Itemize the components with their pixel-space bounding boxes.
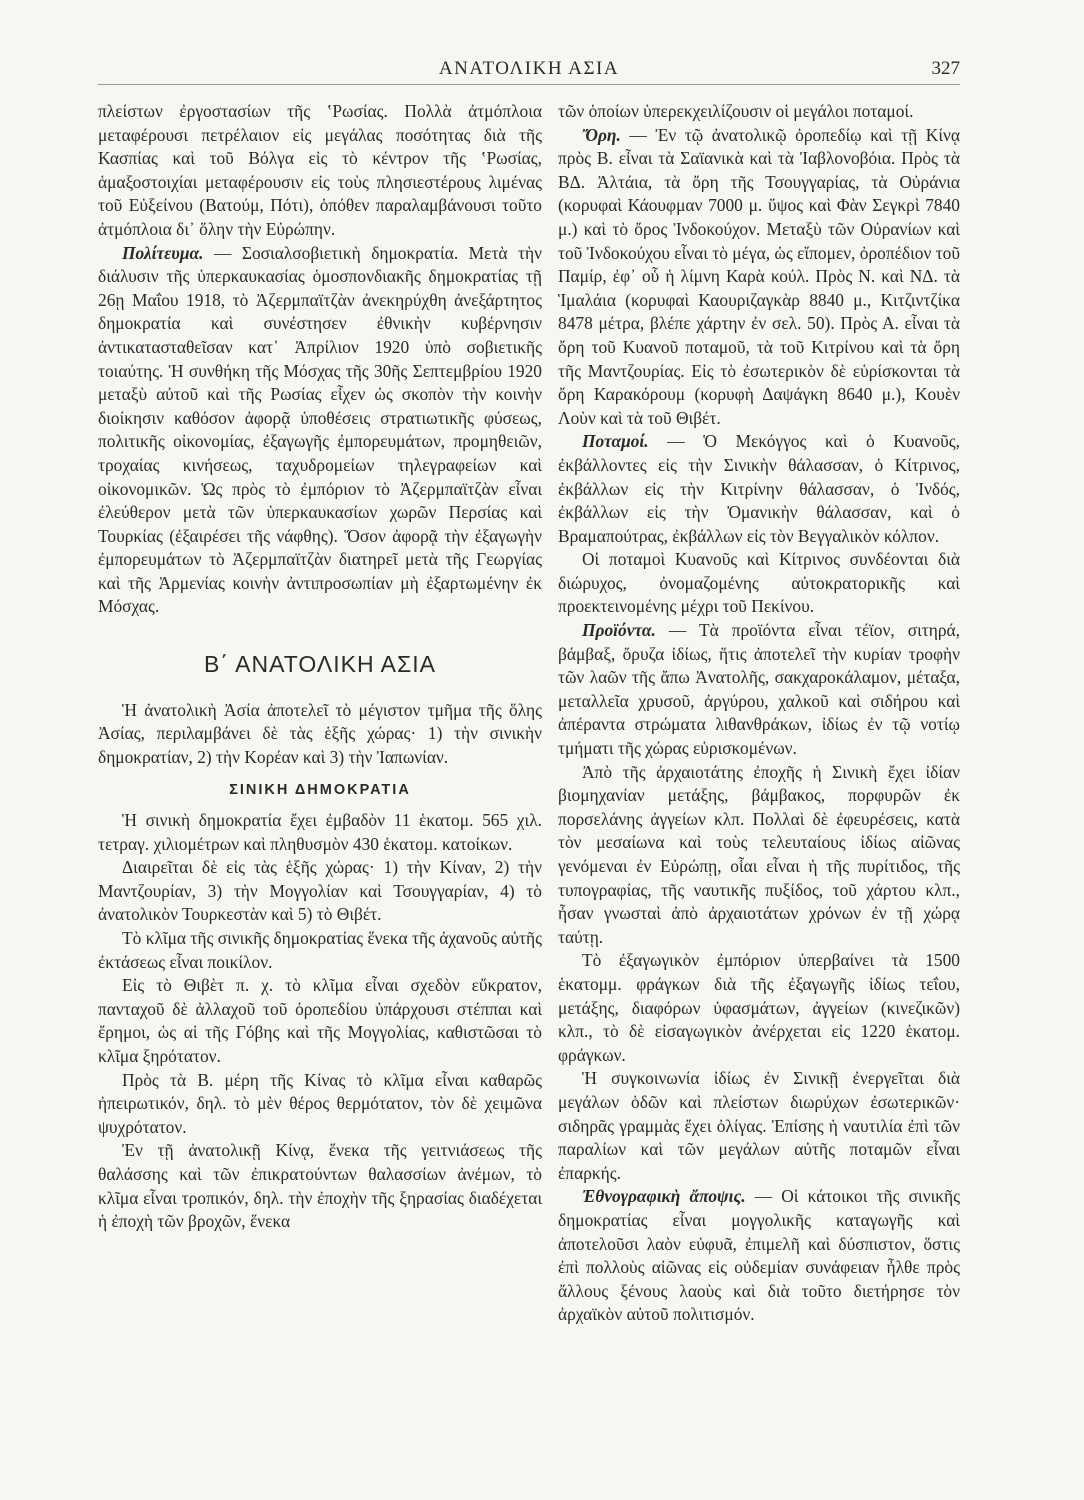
paragraph-potamoi bbox=[558, 430, 960, 548]
paragraph: Ἡ ἀνατολικὴ Ἀσία ἀποτελεῖ τὸ μέγιστον τμῆμα τῆς ὅλης Ἀσίας, περιλαμβάνει δὲ τὰς ἑξῆς χώρας· 1) τὴν σινικὴν δημοκρατίαν, 2) τὴν Κορέαν καὶ 3) τὴν Ἰαπωνίαν. bbox=[98, 699, 542, 767]
paragraph-keyword: Προϊόντα. bbox=[582, 620, 656, 641]
paragraph: Τὸ ἐξαγωγικὸν ἐμπόριον ὑπερβαίνει τὰ 1500 ἑκατομμ. φράγκων διὰ τῆς ἐξαγωγῆς ἰδίως τεΐου, μετάξης, διαφόρων ὑφασμάτων, ἀγγείων (κινεζικῶν) κλπ., τὸ δὲ εἰσαγωγικὸν ἀνέρχεται εἰς 1220 ἑκατομ. φράγκων. bbox=[558, 950, 960, 1065]
left-column bbox=[98, 100, 542, 1234]
paragraph-text: — Σοσιαλσοβιετικὴ δημοκρατία. Μετὰ τὴν διάλυσιν τῆς ὑπερκαυκασίας ὁμοσπονδιακῆς δημοκρατίας τῇ 26ῃ Μαΐου 1918, τὸ Ἀζερμπαϊτζὰν ἀνεκηρύχθη ἀνεξάρτητος δημοκρατία καὶ συνέστησεν ἐθνικὴν κυβέρνησιν ἀντικατασταθεῖσαν κατ᾽ Ἀπρίλιον 1920 ὑπὸ σοβιετικῆς τοιαύτης. Ἡ συνθήκη τῆς Μόσχας τῆς 30ῆς Σεπτεμβρίου 1920 μεταξὺ αὐτοῦ καὶ τῆς Ρωσίας εἶχεν ὡς σκοπὸν τὴν κοινὴν διοίκησιν καθόσον ἀφορᾷ ὑποθέσεις στρατιωτικῆς φύσεως, πολιτικῆς οἰκονομίας, ἐξαγωγῆς ἐμπορευμάτων, προμηθειῶν, τροχαίας κινήσεως, ταχυδρομείων τηλεγραφείων καὶ οἰκονομικῶν. Ὡς πρὸς τὸ ἐμπόριον τὸ Ἀζερμπαϊτζὰν εἶναι ἐλεύθερον μετὰ τῶν ὑπερκαυκασίων χωρῶν Περσίας καὶ Τουρκίας (ἐξαιρέσει τῆς νάφθης). Ὅσον ἀφορᾷ τὴν ἐξαγωγὴν ἐμπορευμάτων τὸ Ἀζερμπαϊτζὰν διατηρεῖ μετὰ τῆς Γεωργίας καὶ τῆς Ἀρμενίας κοινὴν ἀντιπροσωπίαν μὴ ἐξαρτωμένην ἐκ Μόσχας. bbox=[98, 242, 542, 617]
paragraph-proionta bbox=[558, 619, 960, 761]
paragraph: τῶν ὁποίων ὑπερεκχειλίζουσιν οἱ μεγάλοι ποταμοί. bbox=[558, 101, 914, 121]
paragraph-text: — Οἱ κάτοικοι τῆς σινικῆς δημοκρατίας εἶναι μογγολικῆς καταγωγῆς καὶ ἀποτελοῦσι λαὸν εὐφυᾶ, ἐπιμελῆ καὶ δύσπιστον, ὅστις ἐπὶ πολλοὺς αἰῶνας εἰς οὐδεμίαν συνάφειαν ἦλθε πρὸς ἄλλους ξένους λαοὺς καὶ διὰ τοῦτο διετήρησε τὸν ἀρχαϊκὸν αὐτοῦ πολιτισμόν. bbox=[558, 1186, 960, 1325]
paragraph-ethnografiki bbox=[558, 1185, 960, 1327]
paragraph: Οἱ ποταμοὶ Κυανοῦς καὶ Κίτρινος συνδέονται διὰ διώρυχος, ὀνομαζομένης αὐτοκρατορικῆς καὶ προεκτεινομένης μέχρι τοῦ Πεκίνου. bbox=[558, 549, 960, 617]
paragraph-keyword: Ποταμοί. bbox=[582, 431, 649, 452]
paragraph: Εἰς τὸ Θιβὲτ π. χ. τὸ κλῖμα εἶναι σχεδὸν εὔκρατον, πανταχοῦ δὲ ἀλλαχοῦ τοῦ ὀροπεδίου ὑπάρχουσι στέππαι καὶ ἔρημοι, ὡς αἱ τῆς Γόβης καὶ τῆς Μογγολίας, καθιστῶσαι τὸ κλῖμα ξηρότατον. bbox=[98, 975, 542, 1066]
right-column bbox=[558, 100, 960, 1327]
paragraph-text: — Ὁ Μεκόγγος καὶ ὁ Κυανοῦς, ἐκβάλλοντες εἰς τὴν Σινικὴν θάλασσαν, ὁ Κίτρινος, ἐκβάλλων εἰς τὴν Κιτρίνην θάλασσαν, ὁ Ἰνδός, ἐκβάλλων εἰς τὴν Ὀμανικὴν θάλασσαν, καὶ ὁ Βραμαπούτρας, ἐκβάλλων εἰς τὸν Βεγγαλικὸν κόλπον. bbox=[558, 431, 960, 546]
paragraph-text: — Τὰ προϊόντα εἶναι τέϊον, σιτηρά, βάμβαξ, ὄρυζα ἰδίως, ἥτις ἀποτελεῖ τὴν κυρίαν τροφὴν τῶν λαῶν τῆς ἄπω Ἀνατολῆς, σακχαροκάλαμον, μέταξα, μεταλλεῖα χρυσοῦ, ἀργύρου, χαλκοῦ καὶ σιδήρου καὶ ἀπέραντα στρώματα λιθανθράκων, ἰδίως ἐν τῷ νοτίῳ τμήματι τῆς χώρας εὑρισκομένων. bbox=[558, 620, 960, 759]
paragraph-keyword: Πολίτευμα. bbox=[122, 242, 204, 263]
page-header bbox=[98, 58, 960, 85]
running-title: ΑΝΑΤΟΛΙΚΗ ΑΣΙΑ bbox=[438, 58, 620, 79]
paragraph: Πρὸς τὰ Β. μέρη τῆς Κίνας τὸ κλῖμα εἶναι καθαρῶς ἠπειρωτικόν, δηλ. τὸ μὲν θέρος θερμότατον, τὸν δὲ χειμῶνα ψυχρότατον. bbox=[98, 1069, 542, 1137]
paragraph-text: — Ἐν τῷ ἀνατολικῷ ὀροπεδίῳ καὶ τῇ Κίνᾳ πρὸς Β. εἶναι τὰ Σαϊανικὰ καὶ τὰ Ἰαβλονοβόια. Πρὸς τὰ ΒΔ. Ἀλτάια, τὰ ὄρη τῆς Τσουγγαρίας, τὰ Οὐράνια (κορυφαὶ Κάουφμαν 7000 μ. ὕψος καὶ Φὰν Σεγκρὶ 7840 μ.) καὶ τὸ ὄρος Ἰνδοκούχον. Μεταξὺ τῶν Οὐρανίων καὶ τοῦ Ἰνδοκούχου εἶναι τὸ μέγα, ὡς εἴπομεν, ὀροπέδιον τοῦ Παμίρ, ἐφ᾽ οὗ ἡ λίμνη Καρὰ κούλ. Πρὸς Ν. καὶ ΝΔ. τὰ Ἱμαλάια (κορυφαὶ Καουριζαγκὰρ 8840 μ., Κιτζιντζίκα 8478 μέτρα, βλέπε χάρτην ἐν σελ. 50). Πρὸς Α. εἶναι τὰ ὄρη τοῦ Κυανοῦ ποταμοῦ, τὰ τοῦ Κιτρίνου καὶ τὰ ὄρη τῆς Μαντζουρίας. Εἰς τὸ ἐσωτερικὸν δὲ εὑρίσκονται τὰ ὄρη Καρακόρουμ (κορυφὴ Δαψάγκη 8640 μ.), Κουὲν Λοὺν καὶ τὰ τοῦ Θιβέτ. bbox=[558, 124, 960, 428]
paragraph: Ἡ σινικὴ δημοκρατία ἔχει ἐμβαδὸν 11 ἑκατομ. 565 χιλ. τετραγ. χιλιομέτρων καὶ πληθυσμὸν 430 ἑκατομ. κατοίκων. bbox=[98, 810, 542, 854]
paragraph: πλείστων ἐργοστασίων τῆς ʽΡωσίας. Πολλὰ ἀτμόπλοια μεταφέρουσι πετρέλαιον εἰς μεγάλας ποσότητας διὰ τῆς Κασπίας καὶ τοῦ Βόλγα εἰς τὸ κέντρον τῆς ʽΡωσίας, ἁμαξοστοιχίαι μεταφέρουσιν εἰς τοὺς πλησιεστέρους λιμένας τοῦ Εὐξείνου (Βατούμ, Πότι), ὁπόθεν παραλαμβάνουσι τοῦτο ἀτμόπλοια δι᾽ ὅλην τὴν Εὐρώπην. bbox=[98, 101, 542, 239]
section-title: Β΄ ΑΝΑΤΟΛΙΚΗ ΑΣΙΑ bbox=[204, 651, 436, 678]
paragraph-keyword: Ἐθνογραφικὴ ἄποψις. bbox=[582, 1186, 746, 1207]
paragraph: Ἡ συγκοινωνία ἰδίως ἐν Σινικῇ ἐνεργεῖται διὰ μεγάλων ὁδῶν καὶ πλείστων διωρύχων ἐσωτερικῶν· σιδηρᾶς γραμμὰς ἔχει ὀλίγας. Ἐπίσης ἡ ναυτιλία ἐπὶ τῶν παραλίων καὶ τῶν μεγάλων αὐτῆς ποταμῶν εἶναι ἐπαρκής. bbox=[558, 1068, 960, 1183]
paragraph-ore bbox=[558, 124, 960, 431]
paragraph: Τὸ κλῖμα τῆς σινικῆς δημοκρατίας ἕνεκα τῆς ἀχανοῦς αὐτῆς ἐκτάσεως εἶναι ποικίλον. bbox=[98, 928, 542, 972]
paragraph-keyword: Ὄρη. bbox=[582, 124, 621, 145]
paragraph: Ἐν τῇ ἀνατολικῇ Κίνᾳ, ἕνεκα τῆς γειτνιάσεως τῆς θαλάσσης καὶ τῶν ἐπικρατούντων θαλασσίων ἀνέμων, τὸ κλῖμα εἶναι τροπικόν, δηλ. τὴν ἐποχὴν τῆς ξηρασίας διαδέχεται ἡ ἐποχὴ τῶν βροχῶν, ἕνεκα bbox=[98, 1140, 542, 1232]
paragraph-politeuma bbox=[98, 242, 542, 620]
page-number: 327 bbox=[931, 58, 960, 79]
subsection-title: ΣΙΝΙΚΗ ΔΗΜΟΚΡΑΤΙΑ bbox=[229, 782, 411, 799]
paragraph: Διαιρεῖται δὲ εἰς τὰς ἑξῆς χώρας· 1) τὴν Κίναν, 2) τὴν Μαντζουρίαν, 3) τὴν Μογγολίαν καὶ Τσουγγαρίαν, 4) τὸ ἀνατολικὸν Τουρκεστὰν καὶ 5) τὸ Θιβέτ. bbox=[98, 857, 542, 925]
paragraph: Ἀπὸ τῆς ἀρχαιοτάτης ἐποχῆς ἡ Σινικὴ ἔχει ἰδίαν βιομηχανίαν μετάξης, βάμβακος, πορφυρῶν ἐκ πορσελάνης ἀγγείων κλπ. Πολλαὶ δὲ ἐφευρέσεις, κατὰ τὸν μεσαίωνα καὶ τοὺς τελευταίους ἰδίως αἰῶνας γενόμεναι ἐν Εὐρώπῃ, οἷαι εἶναι ἡ τῆς πυρίτιδος, τῆς τυπογραφίας, τῆς ναυτικῆς πυξίδος, τοῦ χάρτου κλπ., ἦσαν γνωσταὶ ἀπὸ ἀρχαιοτάτων χρόνων ἐν τῇ χώρᾳ ταύτῃ. bbox=[558, 761, 960, 947]
